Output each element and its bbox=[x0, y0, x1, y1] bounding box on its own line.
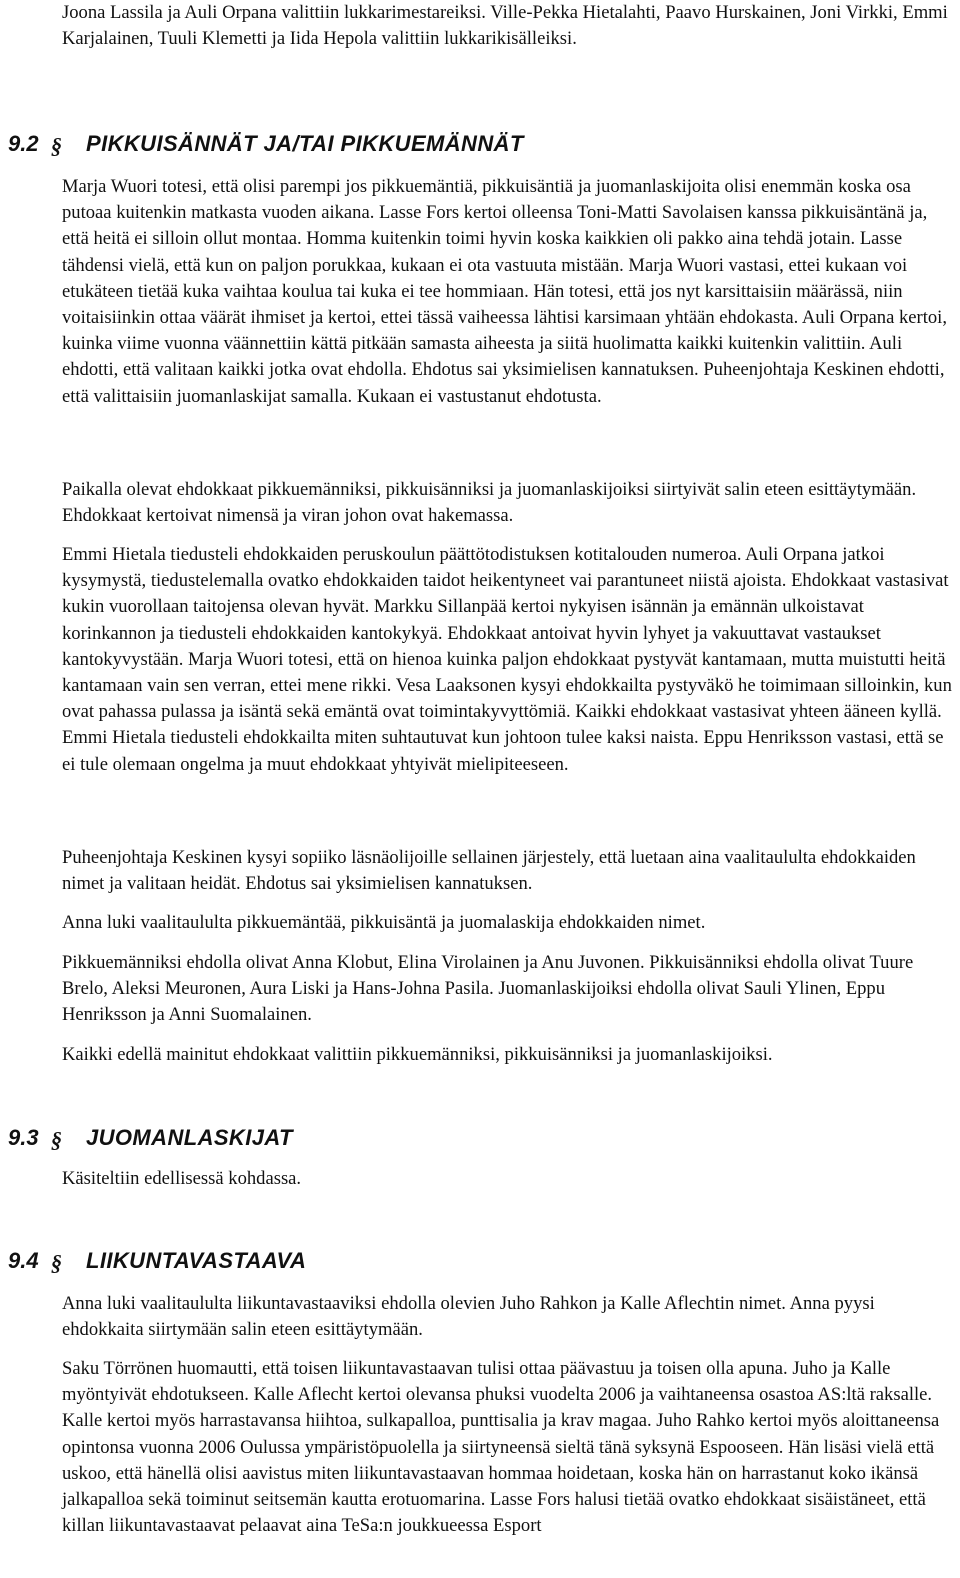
section-sign-icon bbox=[50, 1249, 86, 1275]
paragraph: Kaikki edellä mainitut ehdokkaat valittiin pikkuemänniksi, pikkuisänniksi ja juomanlaskijoiksi. bbox=[62, 1044, 773, 1065]
section-number: 9.4 bbox=[8, 1248, 39, 1273]
section-heading-9-4 bbox=[8, 1248, 306, 1275]
section-sign-icon bbox=[50, 132, 86, 158]
paragraph: Emmi Hietala tiedusteli ehdokkaiden peruskoulun päättötodistuksen kotitalouden numeroa. Auli Orpana jatkoi kysymystä, tiedustelemalla ovatko ehdokkaiden taidot heikentyneet vai parantuneet niistä ajoista. Ehdokkaat vastasivat kukin vuorollaan taitojensa olevan hyvät. Markku Sillanpää kertoi nykyisen isännän ja emännän ulkoistavat korinkannon ja tiedusteli ehdokkaiden kantokykyä. Ehdokkaat antoivat hyvin lyhyet ja vakuuttavat vastaukset kantokyvystään. Marja Wuori totesi, että on hienoa kuinka paljon ehdokkaat pystyvät kantamaan, mutta muistutti heitä kantamaan vain sen verran, ettei mene rikki. Vesa Laaksonen kysyi ehdokkailta pystyväkö he toimimaan silloinkin, kun ovat pahassa pulassa ja isäntä sekä emäntä ovat toimintakyvyttömiä. Kaikki ehdokkaat vastasivat yhteen ääneen kyllä. Emmi Hietala tiedusteli ehdokkailta miten suhtautuvat kun johtoon tulee kaksi naista. Eppu Henriksson vastasi, että se ei tule olemaan ongelma ja muut ehdokkaat yhtyivät mielipiteeseen. bbox=[62, 544, 952, 775]
intro-paragraph: Joona Lassila ja Auli Orpana valittiin lukkarimestareiksi. Ville-Pekka Hietalahti, Paavo Hurskainen, Joni Virkki, Emmi Karjalainen, Tuuli Klemetti ja Iida Hepola valittiin lukkarikisälleiksi. bbox=[62, 2, 948, 50]
svg-text:§: § bbox=[51, 1250, 62, 1276]
paragraph: Saku Törrönen huomautti, että toisen liikuntavastaavan tulisi ottaa päävastuu ja toisen olla apuna. Juho ja Kalle myöntyivät ehdotukseen. Kalle Aflecht kertoi olevansa phuksi vuodelta 2006 ja vaihtaneensa osastoa AS:ltä raksalle. Kalle kertoi myös harrastavansa hiihtoa, sulkapalloa, punttisalia ja krav magaa. Juho Rahko kertoi myös aloittaneensa opintonsa vuonna 2006 Oulussa ympäristöpuolella ja siirtyneensä sieltä tänä syksynä Espooseen. Hän lisäsi vielä että uskoo, että hänellä olisi aavistus miten liikuntavastaavan hommaa hoidetaan, koska hän on harrastanut koko ikänsä jalkapalloa sekä toiminut seitsemän kautta erotuomarina. Lasse Fors halusi tietää ovatko ehdokkaat sisäistäneet, että killan liikuntavastaavat pelaavat aina TeSa:n joukkueessa Esport bbox=[62, 1358, 940, 1537]
paragraph: Anna luki vaalitaululta liikuntavastaaviksi ehdolla olevien Juho Rahkon ja Kalle Aflechtin nimet. Anna pyysi ehdokkaita siirtymään salin eteen esittäytymään. bbox=[62, 1293, 875, 1341]
paragraph: Puheenjohtaja Keskinen kysyi sopiiko läsnäolijoille sellainen järjestely, että luetaan aina vaalitaululta ehdokkaiden nimet ja valitaan heidät. Ehdotus sai yksimielisen kannatuksen. bbox=[62, 847, 916, 895]
paragraph: Paikalla olevat ehdokkaat pikkuemänniksi, pikkuisänniksi ja juomanlaskijoiksi siirtyivät salin eteen esittäytymään. Ehdokkaat kertoivat nimensä ja viran johon ovat hakemassa. bbox=[62, 479, 917, 527]
paragraph: Pikkuemänniksi ehdolla olivat Anna Klobut, Elina Virolainen ja Anu Juvonen. Pikkuisänniksi ehdolla olivat Tuure Brelo, Aleksi Meuronen, Aura Liski ja Hans-Johna Pasila. Juomanlaskijoiksi ehdolla olivat Sauli Ylinen, Eppu Henriksson ja Anni Suomalainen. bbox=[62, 952, 914, 1026]
section-title: JUOMANLASKIJAT bbox=[86, 1125, 293, 1150]
svg-text:§: § bbox=[51, 133, 62, 159]
section-title: PIKKUISÄNNÄT JA/TAI PIKKUEMÄNNÄT bbox=[86, 131, 524, 156]
paragraph: Marja Wuori totesi, että olisi parempi jos pikkuemäntiä, pikkuisäntiä ja juomanlaskijoita olisi enemmän koska osa putoaa kuitenkin matkasta vuoden aikana. Lasse Fors kertoi olleensa Toni-Matti Savolaisen kanssa pikkuisäntänä ja, että heitä ei silloin ollut montaa. Homma kuitenkin toimi hyvin koska kaikkien oli pakko aina tehdä jotain. Lasse tähdensi vielä, että kun on paljon porukkaa, kukaan ei ota vastuuta mistään. Marja Wuori vastasi, ettei kukaan voi etukäteen tietää kuka vaihtaa koulua tai kuka ei tee hommiaan. Hän totesi, että jos nyt karsittaisiin määrässä, niin voitaisiinkin ottaa väärät ihmiset ja kertoi, ettei tässä vaiheessa lähtisi karsimaan yhtään ehdokasta. Auli Orpana kertoi, kuinka viime vuonna väännettiin kättä pitkään samasta aiheesta ja siitä huolimatta kaikki kuitenkin valittiin. Auli ehdotti, että valitaan kaikki jotka ovat ehdolla. Ehdotus sai yksimielisen kannatuksen. Puheenjohtaja Keskinen ehdotti, että valittaisiin juomanlaskijat samalla. Kukaan ei vastustanut ehdotusta. bbox=[62, 176, 948, 407]
section-heading-9-2 bbox=[8, 131, 524, 158]
section-title: LIIKUNTAVASTAAVA bbox=[86, 1248, 307, 1273]
section-number: 9.2 bbox=[8, 131, 39, 156]
section-number: 9.3 bbox=[8, 1125, 39, 1150]
section-sign-icon bbox=[50, 1126, 86, 1152]
section-heading-9-3 bbox=[8, 1125, 293, 1152]
paragraph: Käsiteltiin edellisessä kohdassa. bbox=[62, 1168, 302, 1189]
svg-text:§: § bbox=[51, 1127, 62, 1153]
paragraph: Anna luki vaalitaululta pikkuemäntää, pikkuisäntä ja juomalaskija ehdokkaiden nimet. bbox=[62, 912, 706, 933]
